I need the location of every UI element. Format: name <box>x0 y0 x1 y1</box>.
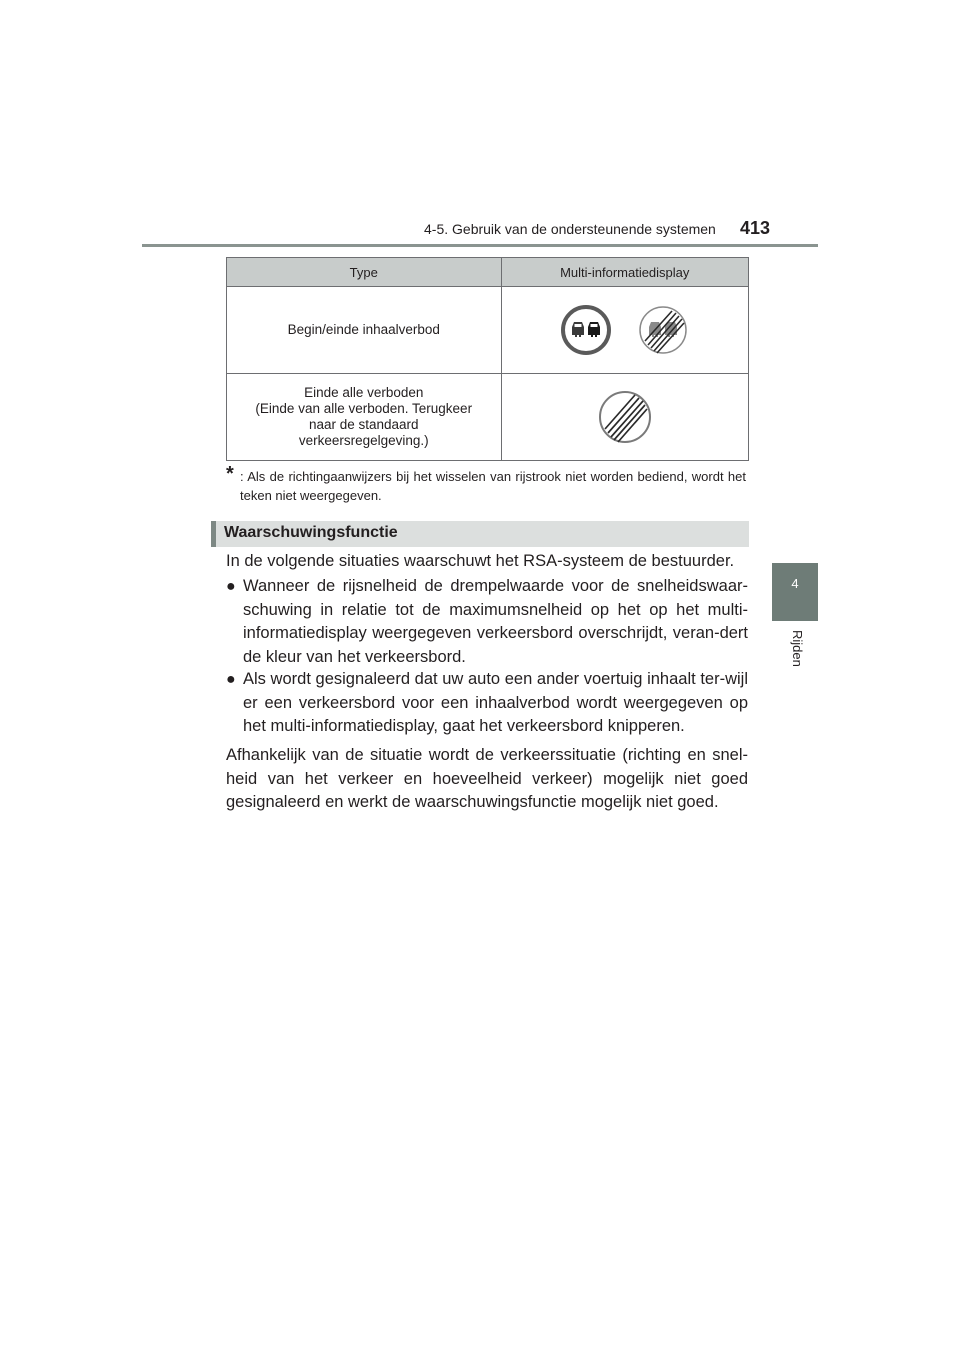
footnote <box>226 463 746 505</box>
type-line: verkeersregelgeving.) <box>298 433 429 448</box>
page-number: 413 <box>740 218 771 238</box>
running-header-section: 4-5. Gebruik van de ondersteunende systemen <box>424 221 716 237</box>
chapter-tab <box>772 563 818 621</box>
column-header-display: Multi-informatiedisplay <box>501 258 749 287</box>
bullet-icon: ● <box>226 578 236 595</box>
closing-paragraph: Afhankelijk van de situatie wordt de verkeerssituatie (richting en snel-heid van het verkeer en hoeveelheid verkeer) mogelijk niet goed gesignaleerd en werkt de waarschuwingsfunctie mogelijk niet goed. <box>226 746 748 811</box>
display-cell <box>501 287 749 374</box>
type-line: Begin/einde inhaalverbod <box>287 322 440 337</box>
intro-paragraph: In de volgende situaties waarschuwt het RSA-systeem de bestuurder. <box>226 552 735 570</box>
column-header-type: Type <box>227 258 502 287</box>
section-title: Waarschuwingsfunctie <box>224 524 398 541</box>
chapter-tab-number: 4 <box>791 576 799 591</box>
footnote-text: : Als de richtingaanwijzers bij het wisselen van rijstrook niet worden bediend, wordt het teken niet weergegeven. <box>240 469 746 503</box>
section-heading-accent <box>211 521 216 547</box>
bullet-icon: ● <box>226 671 236 688</box>
list-item <box>226 575 748 669</box>
list-item <box>226 668 748 739</box>
type-cell <box>227 287 502 374</box>
footnote-marker: * <box>226 463 234 485</box>
table-header-row <box>227 258 749 287</box>
display-cell <box>501 374 749 461</box>
chapter-tab-label: Rijden <box>790 630 805 667</box>
no-overtaking-sign-icon <box>560 304 612 356</box>
end-no-overtaking-sign-icon <box>637 304 689 356</box>
bullet-text: Wanneer de rijsnelheid de drempelwaarde voor de snelheidswaar-schuwing in relatie tot de maximumsnelheid op het op het multi-informatiedisplay weergegeven verkeersbord overschrijdt, veran-dert de kleur van het verkeersbord. <box>243 577 748 666</box>
type-line: Einde alle verboden <box>304 385 424 400</box>
end-all-restrictions-sign-icon <box>597 389 653 445</box>
type-cell <box>227 374 502 461</box>
bullet-text: Als wordt gesignaleerd dat uw auto een ander voertuig inhaalt ter-wijl er een verkeersbord voor een inhaalverbod wordt weergegeven op het multi-informatiedisplay, gaat het verkeersbord knipperen. <box>243 670 748 735</box>
table-row <box>227 287 749 374</box>
type-line: naar de standaard <box>308 417 419 432</box>
table-row <box>227 374 749 461</box>
type-line: (Einde van alle verboden. Terugkeer <box>255 401 473 416</box>
sign-table <box>226 257 749 461</box>
header-rule <box>142 244 818 247</box>
